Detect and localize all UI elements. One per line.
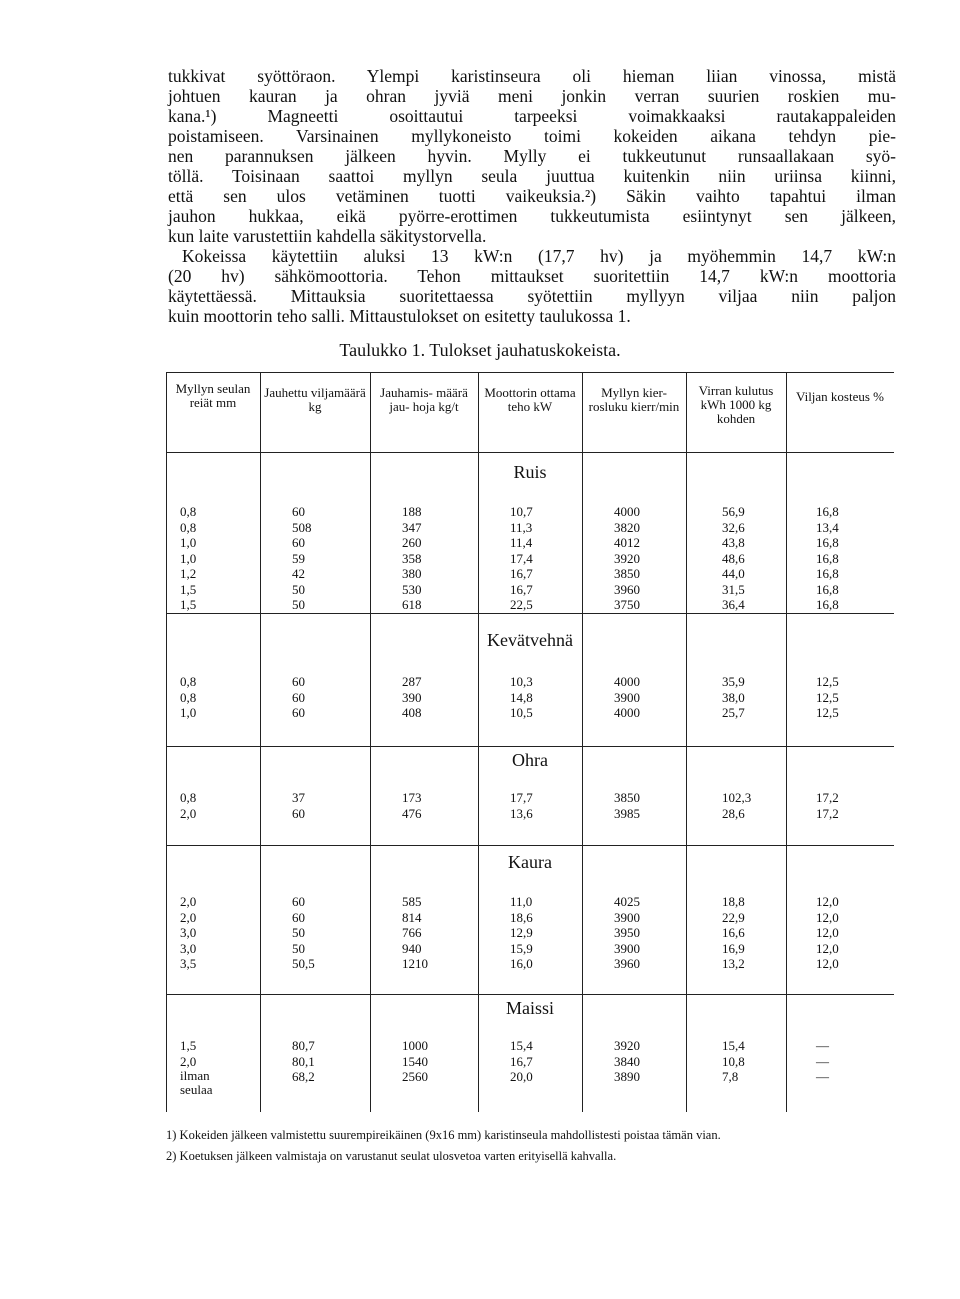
section-rule [166,994,894,995]
text-line: johtuen kauran ja ohran jyviä meni jonkin verran suurien roskien mu- [168,86,896,106]
cell-motor-power: 17,7 [510,790,533,805]
cell-sieve: 2,0 [180,894,197,909]
paragraph-2 [168,246,896,326]
cell-sieve: 1,2 [180,566,197,581]
cell-grain-amount: 80,1 [292,1053,315,1069]
cell-rpm: 3960 [614,956,640,971]
cell-power-consumption: 16,9 [722,940,745,956]
results-table [166,372,894,1112]
cell-grain-amount: 59 [292,550,305,566]
cell-grain-amount: 60 [292,909,305,925]
cell-moisture: 16,8 [816,535,839,550]
cell-grinding-amount: 618 [402,597,422,612]
cell-grain-amount: 60 [292,705,305,720]
footnote-1: 1) Kokeiden jälkeen valmistettu suurempireikäinen (9x16 mm) karistinseula mahdollistesti poistaa tämän vian. [166,1128,721,1142]
header-rpm: Myllyn kier- rosluku kierr/min [588,385,680,414]
cell-rpm: 3840 [614,1053,640,1069]
cell-motor-power: 14,8 [510,689,533,705]
intro-text [168,66,896,326]
header-power-consumption: Virran kulutus kWh 1000 kg kohden [698,383,774,426]
cell-grain-amount: 60 [292,689,305,705]
text-line: kana.¹) Magneetti osoittautui tarpeeksi voimakkaaksi rautakappaleiden [168,106,896,126]
cell-sieve: 0,8 [180,790,197,805]
cell-motor-power: 15,4 [510,1038,533,1053]
cell-grinding-amount: 814 [402,909,422,925]
text-line: poistamiseen. Varsinainen myllykoneisto toimi kokeiden aikana tehdyn pie- [168,126,896,146]
cell-grinding-amount: 173 [402,790,422,805]
cell-sieve: 0,8 [180,689,197,705]
cell-motor-power: 16,7 [510,581,533,597]
cell-moisture: 17,2 [816,805,839,821]
cell-sieve: 1,5 [180,597,197,612]
paragraph-1 [168,66,896,246]
cell-sieve: 1,0 [180,550,197,566]
cell-grain-amount: 60 [292,805,305,821]
cell-power-consumption: 22,9 [722,909,745,925]
cell-grain-amount: 68,2 [292,1069,315,1084]
cell-grain-amount: 37 [292,790,305,805]
cell-rpm: 3900 [614,909,640,925]
cell-moisture: 12,0 [816,909,839,925]
cell-power-consumption: 38,0 [722,689,745,705]
text-line: että sen ulos vetäminen tuotti vaikeuksia.²) Säkin vaihto tapahtui ilman [168,186,896,206]
cell-rpm: 3900 [614,940,640,956]
cell-power-consumption: 56,9 [722,504,745,519]
cell-grinding-amount: 1000 [402,1038,428,1053]
text-line: tukkivat syöttöraon. Ylempi karistinseura oli hieman liian vinossa, mistä [168,66,896,86]
text-line: käytettäessä. Mittauksia suoritettaessa syötettiin myllyyn viljaa niin paljon [168,286,896,306]
text-line: jauhon hukkaa, eikä pyörre-erottimen tukkeutumista esiintynyt sen jälkeen, [168,206,896,226]
cell-motor-power: 16,0 [510,956,533,971]
cell-grinding-amount: 380 [402,566,422,581]
header-grinding-amount: Jauhamis- määrä jau- hoja kg/t [380,385,468,414]
cell-moisture: — [816,1038,829,1053]
section-title-ruis: Ruis [513,462,547,482]
cell-power-consumption: 16,6 [722,925,745,940]
footnote-2: 2) Koetuksen jälkeen valmistaja on varustanut seulat ulosvetoa varten erityisellä kahvalla. [166,1149,617,1163]
cell-sieve: 1,5 [180,1038,197,1053]
cell-rpm: 3750 [614,597,640,612]
cell-moisture: — [816,1069,829,1084]
cell-grain-amount: 60 [292,674,305,689]
cell-rpm: 3900 [614,689,640,705]
cell-sieve: 2,0 [180,909,197,925]
cell-sieve: 2,0 [180,805,197,821]
section-rule [166,746,894,747]
cell-grinding-amount: 358 [402,550,422,566]
cell-grain-amount: 508 [292,519,312,535]
cell-power-consumption: 102,3 [722,790,752,805]
cell-moisture: 16,8 [816,597,839,612]
cell-power-consumption: 36,4 [722,597,745,612]
cell-power-consumption: 28,6 [722,805,745,821]
cell-moisture: 16,8 [816,566,839,581]
cell-moisture: 16,8 [816,504,839,519]
section-title-kevatvehna: Kevätvehnä [487,630,573,650]
cell-grinding-amount: 347 [402,519,422,535]
cell-motor-power: 20,0 [510,1069,533,1084]
cell-moisture: 12,0 [816,925,839,940]
cell-motor-power: 16,7 [510,566,533,581]
cell-motor-power: 10,3 [510,674,533,689]
cell-power-consumption: 10,8 [722,1053,745,1069]
cell-moisture: 13,4 [816,519,839,535]
cell-rpm: 3850 [614,790,640,805]
cell-sieve: 1,0 [180,535,197,550]
cell-moisture: 12,0 [816,956,839,971]
cell-power-consumption: 25,7 [722,705,745,720]
cell-moisture: 12,5 [816,705,839,720]
header-moisture: Viljan kosteus % [795,389,885,404]
cell-grain-amount: 80,7 [292,1038,315,1053]
cell-power-consumption: 7,8 [722,1069,739,1084]
cell-grain-amount: 60 [292,535,305,550]
cell-moisture: — [816,1053,829,1069]
cell-rpm: 3890 [614,1069,640,1084]
cell-grain-amount: 50 [292,925,305,940]
cell-rpm: 3920 [614,550,640,566]
section-rule [166,845,894,846]
header-grain-amount: Jauhettu viljamäärä kg [264,385,366,414]
cell-grinding-amount: 940 [402,940,422,956]
cell-power-consumption: 32,6 [722,519,745,535]
header-motor-power: Moottorin ottama teho kW [484,385,576,414]
footnotes [166,1128,896,1170]
cell-rpm: 3920 [614,1038,640,1053]
section-title-kaura: Kaura [508,852,552,872]
cell-power-consumption: 44,0 [722,566,745,581]
cell-moisture: 12,5 [816,674,839,689]
cell-grinding-amount: 390 [402,689,422,705]
cell-rpm: 4000 [614,674,640,689]
cell-moisture: 16,8 [816,550,839,566]
cell-sieve: ilman seulaa [180,1068,213,1097]
cell-grinding-amount: 408 [402,705,422,720]
cell-motor-power: 16,7 [510,1053,533,1069]
cell-power-consumption: 18,8 [722,894,745,909]
cell-moisture: 12,5 [816,689,839,705]
cell-rpm: 4000 [614,504,640,519]
cell-rpm: 3985 [614,805,640,821]
cell-sieve: 2,0 [180,1053,197,1069]
text-line: nen parannuksen jälkeen hyvin. Mylly ei tukkeutunut runsaallakaan syö- [168,146,896,166]
cell-rpm: 4025 [614,894,640,909]
text-line: kuin moottorin teho salli. Mittaustulokset on esitetty taulukossa 1. [168,306,631,326]
cell-grinding-amount: 585 [402,894,422,909]
cell-rpm: 3850 [614,566,640,581]
cell-grain-amount: 50 [292,581,305,597]
cell-motor-power: 17,4 [510,550,533,566]
cell-moisture: 16,8 [816,581,839,597]
cell-sieve: 0,8 [180,519,197,535]
cell-grain-amount: 50,5 [292,956,315,971]
cell-motor-power: 22,5 [510,597,533,612]
cell-grinding-amount: 530 [402,581,422,597]
cell-moisture: 17,2 [816,790,839,805]
cell-motor-power: 12,9 [510,925,533,940]
cell-power-consumption: 31,5 [722,581,745,597]
cell-motor-power: 18,6 [510,909,533,925]
cell-motor-power: 15,9 [510,940,533,956]
cell-sieve: 0,8 [180,674,197,689]
cell-rpm: 3960 [614,581,640,597]
text-line: kun laite varustettiin kahdella säkitystorvella. [168,226,487,246]
cell-sieve: 1,0 [180,705,197,720]
cell-grinding-amount: 287 [402,674,422,689]
cell-grinding-amount: 766 [402,925,422,940]
cell-grinding-amount: 188 [402,504,422,519]
cell-motor-power: 10,7 [510,504,533,519]
cell-motor-power: 11,0 [510,894,533,909]
section-rule [166,613,894,614]
cell-sieve: 0,8 [180,504,197,519]
cell-grain-amount: 50 [292,940,305,956]
cell-sieve: 3,0 [180,925,197,940]
cell-power-consumption: 35,9 [722,674,745,689]
cell-sieve: 1,5 [180,581,197,597]
cell-rpm: 3820 [614,519,640,535]
cell-grinding-amount: 260 [402,535,422,550]
cell-motor-power: 11,4 [510,535,533,550]
cell-moisture: 12,0 [816,894,839,909]
cell-rpm: 4000 [614,705,640,720]
text-line: töllä. Toisinaan saattoi myllyn seula juuttua kuitenkin niin uriinsa kiinni, [168,166,896,186]
cell-motor-power: 11,3 [510,519,533,535]
cell-grain-amount: 42 [292,566,305,581]
cell-power-consumption: 48,6 [722,550,745,566]
cell-sieve: 3,0 [180,940,197,956]
header-sieve: Myllyn seulan reiät mm [175,381,251,410]
table-top-rule [166,372,894,373]
table-caption: Taulukko 1. Tulokset jauhatuskokeista. [339,340,621,360]
cell-power-consumption: 43,8 [722,535,745,550]
cell-grain-amount: 60 [292,504,305,519]
cell-motor-power: 10,5 [510,705,533,720]
cell-power-consumption: 13,2 [722,956,745,971]
cell-moisture: 12,0 [816,940,839,956]
header-bottom-rule [166,452,894,453]
cell-grinding-amount: 1540 [402,1053,428,1069]
section-title-maissi: Maissi [505,998,554,1018]
cell-power-consumption: 15,4 [722,1038,745,1053]
cell-grain-amount: 50 [292,597,305,612]
section-title-ohra: Ohra [512,750,548,770]
cell-motor-power: 13,6 [510,805,533,821]
cell-grinding-amount: 1210 [402,956,428,971]
cell-sieve: 3,5 [180,956,197,971]
cell-rpm: 3950 [614,925,640,940]
cell-grain-amount: 60 [292,894,305,909]
text-line: (20 hv) sähkömoottoria. Tehon mittaukset suoritettiin 14,7 kW:n moottoria [168,266,896,286]
text-line: Kokeissa käytettiin aluksi 13 kW:n (17,7 hv) ja myöhemmin 14,7 kW:n [182,246,896,266]
cell-grinding-amount: 476 [402,805,422,821]
cell-grinding-amount: 2560 [402,1069,428,1084]
cell-rpm: 4012 [614,535,640,550]
